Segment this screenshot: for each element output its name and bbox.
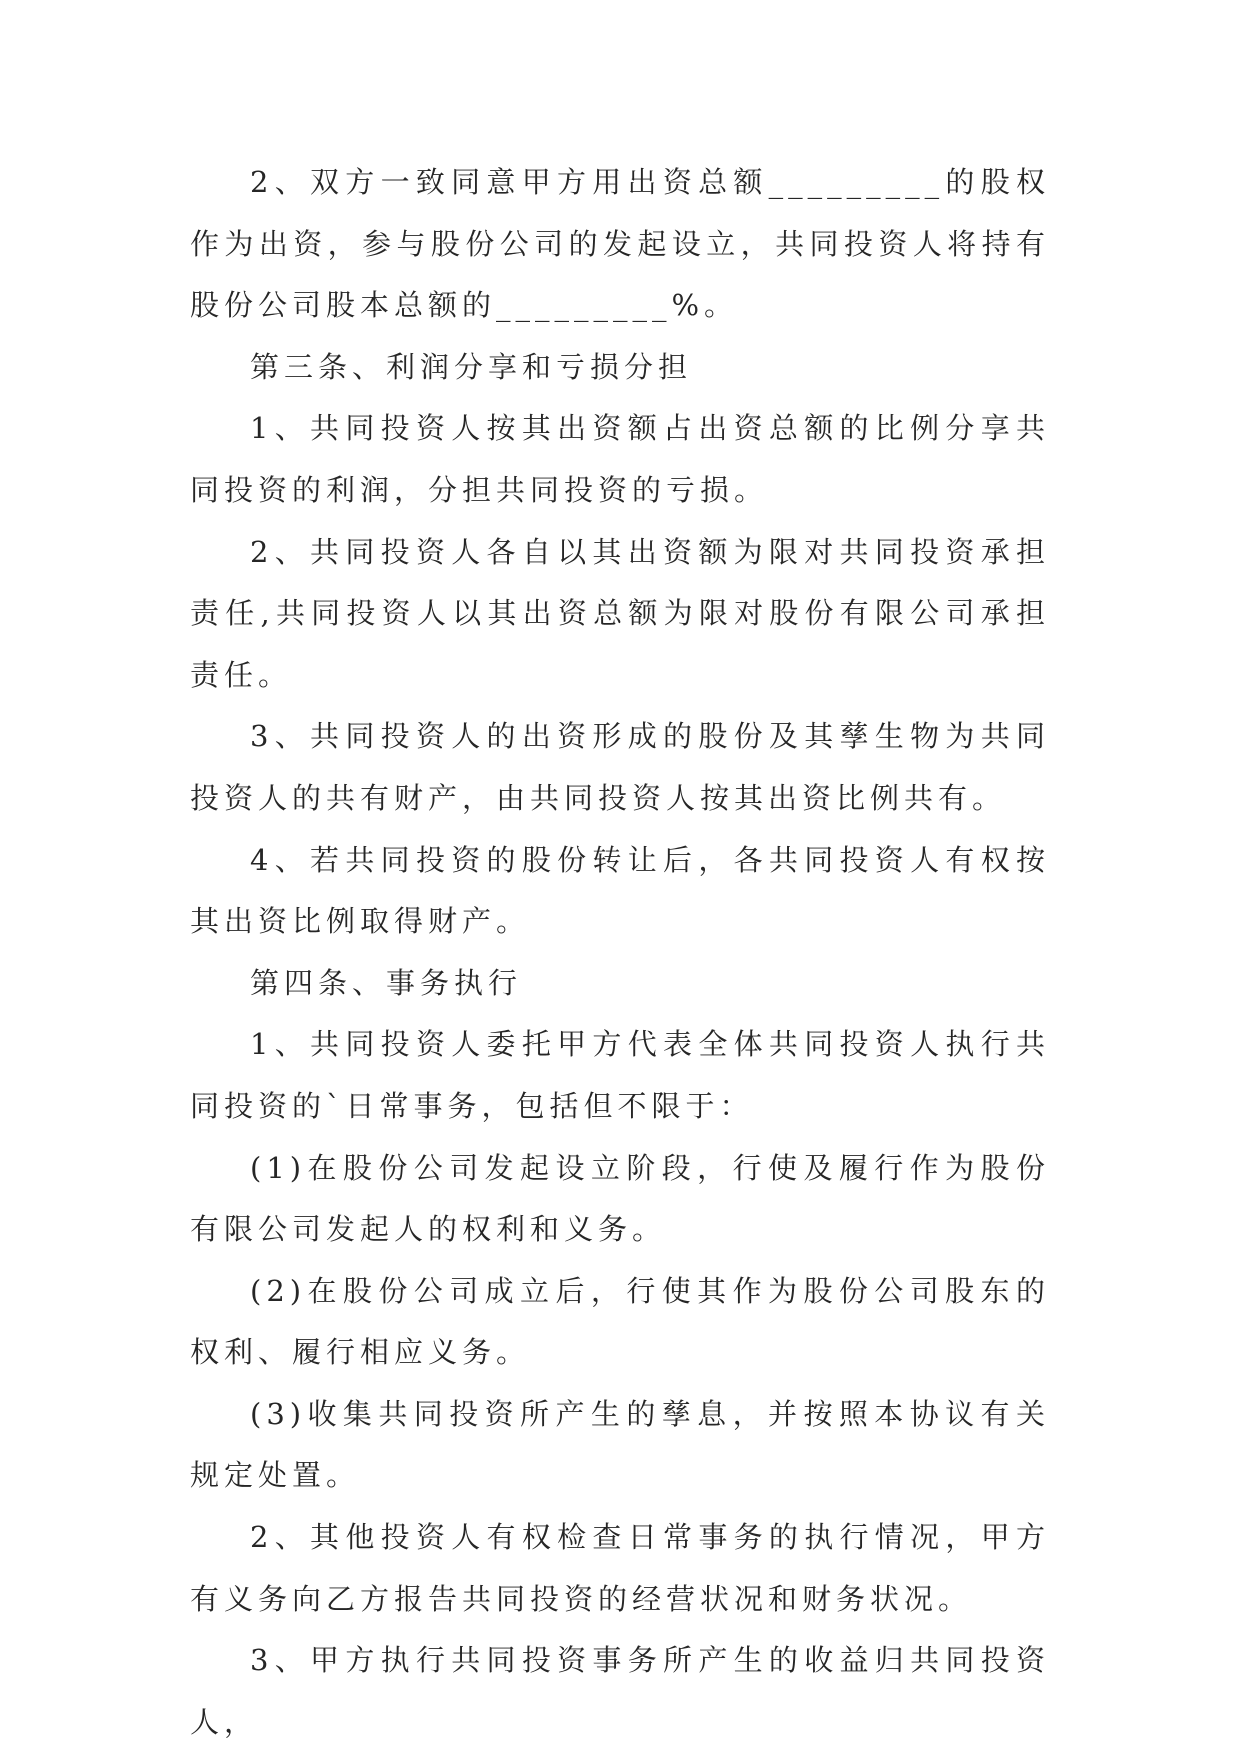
document-body (190, 152, 1050, 1753)
paragraph-4-1: 1、共同投资人委托甲方代表全体共同投资人执行共同投资的`日常事务，包括但不限于： (190, 1027, 1050, 1123)
paragraph-3-4: 4、若共同投资的股份转让后，各共同投资人有权按其出资比例取得财产。 (190, 842, 1050, 939)
heading-article-4: 第四条、事务执行 (250, 965, 523, 1000)
paragraph-3-3: 3、共同投资人的出资形成的股份及其孳生物为共同投资人的共有财产，由共同投资人按其出资比例共有。 (190, 719, 1050, 815)
paragraph-4-2: 2、其他投资人有权检查日常事务的执行情况，甲方有义务向乙方报告共同投资的经营状况和财务状况。 (190, 1520, 1050, 1616)
paragraph-3-2: 2、共同投资人各自以其出资额为限对共同投资承担责任,共同投资人以其出资总额为限对股份有限公司承担责任。 (190, 534, 1050, 692)
paragraph-4-1-item-1: (1)在股份公司发起设立阶段，行使及履行作为股份有限公司发起人的权利和义务。 (190, 1150, 1050, 1247)
paragraph-3-1: 1、共同投资人按其出资额占出资总额的比例分享共同投资的利润，分担共同投资的亏损。 (190, 411, 1050, 507)
paragraph-2-equity-contribution: 2、双方一致同意甲方用出资总额_________的股权作为出资，参与股份公司的发起设立，共同投资人将持有股份公司股本总额的_________%。 (190, 165, 1050, 323)
paragraph-4-1-item-2: (2)在股份公司成立后，行使其作为股份公司股东的权利、履行相应义务。 (190, 1273, 1050, 1370)
paragraph-4-3: 3、甲方执行共同投资事务所产生的收益归共同投资人， (190, 1643, 1050, 1739)
heading-article-3: 第三条、利润分享和亏损分担 (250, 349, 693, 384)
paragraph-4-1-item-3: (3)收集共同投资所产生的孳息，并按照本协议有关规定处置。 (190, 1396, 1050, 1493)
